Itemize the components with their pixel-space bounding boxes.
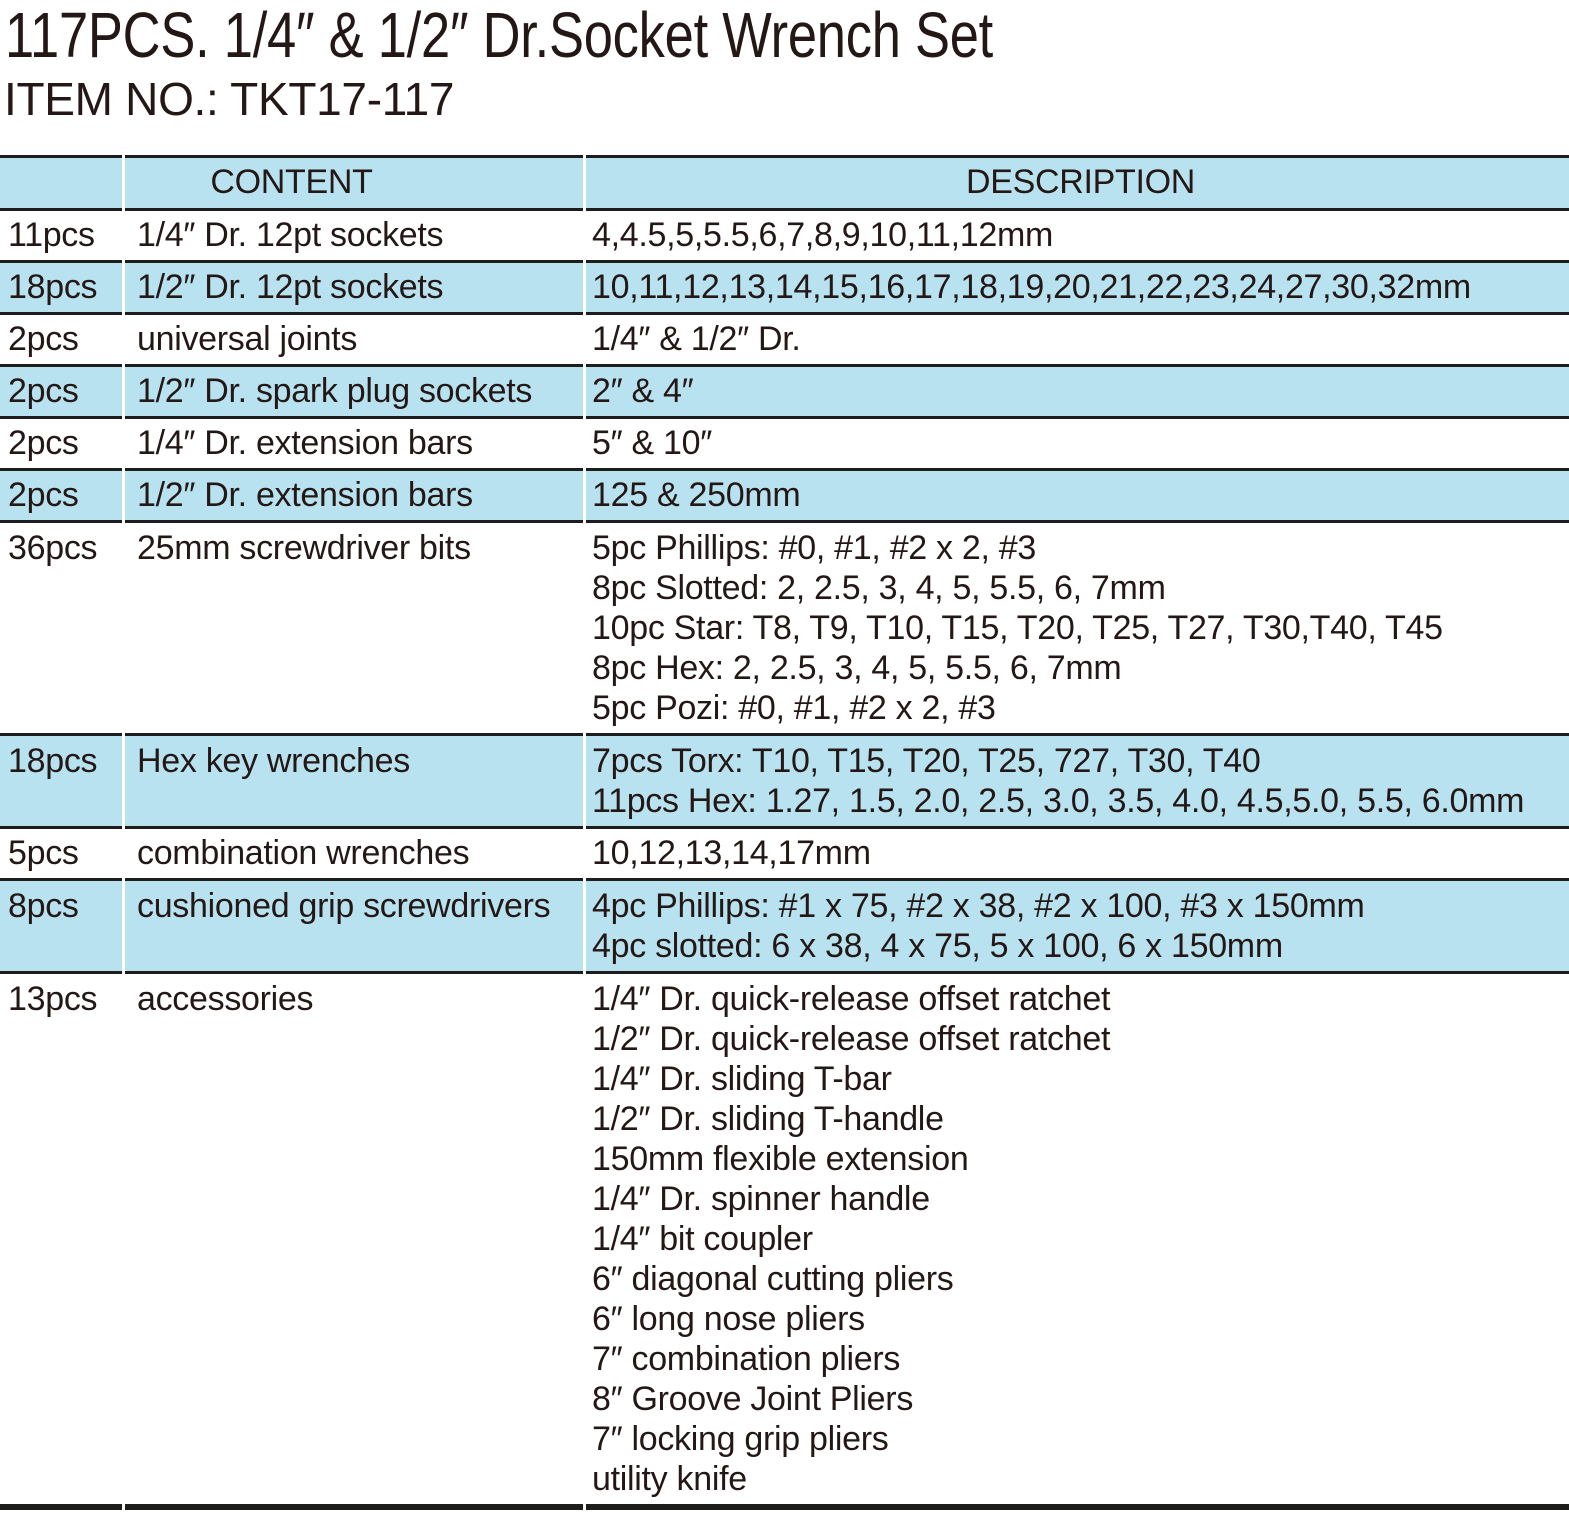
row-content: 1/2″ Dr. spark plug sockets — [125, 364, 583, 416]
bottom-border-segment — [125, 1504, 583, 1510]
description-line: 1/4″ bit coupler — [592, 1219, 813, 1258]
row-description — [586, 971, 1569, 1504]
row-qty: 11pcs — [0, 208, 122, 260]
table-bottom-border — [0, 1504, 1569, 1510]
table-row — [0, 520, 1569, 733]
row-qty: 5pcs — [0, 826, 122, 878]
row-description — [586, 468, 1569, 520]
table-row — [0, 971, 1569, 1504]
bottom-border-segment — [0, 1504, 122, 1510]
table-row — [0, 416, 1569, 468]
table-row — [0, 260, 1569, 312]
row-description — [586, 826, 1569, 878]
description-line: 10pc Star: T8, T9, T10, T15, T20, T25, T27, T30,T40, T45 — [592, 608, 1443, 647]
description-line: 1/2″ Dr. sliding T-handle — [592, 1099, 944, 1138]
row-qty: 2pcs — [0, 364, 122, 416]
row-qty: 2pcs — [0, 468, 122, 520]
description-line: utility knife — [592, 1459, 747, 1498]
table-row — [0, 468, 1569, 520]
row-description — [586, 312, 1569, 364]
row-content: combination wrenches — [125, 826, 583, 878]
description-line: 6″ long nose pliers — [592, 1299, 865, 1338]
row-description — [586, 520, 1569, 733]
row-content: Hex key wrenches — [125, 733, 583, 826]
column-header-content: CONTENT — [210, 163, 373, 202]
row-description — [586, 416, 1569, 468]
spec-table — [0, 155, 1569, 1510]
description-line: 125 & 250mm — [592, 476, 801, 515]
table-body — [0, 208, 1569, 1504]
description-line: 1/4″ Dr. sliding T-bar — [592, 1059, 892, 1098]
description-line: 1/4″ Dr. spinner handle — [592, 1179, 930, 1218]
page-title: 117PCS. 1/4″ & 1/2″ Dr.Socket Wrench Set — [5, 0, 994, 71]
table-row — [0, 878, 1569, 971]
row-content: 25mm screwdriver bits — [125, 520, 583, 733]
row-qty: 8pcs — [0, 878, 122, 971]
row-description — [586, 364, 1569, 416]
row-qty: 18pcs — [0, 733, 122, 826]
description-line: 7″ locking grip pliers — [592, 1419, 889, 1458]
description-line: 6″ diagonal cutting pliers — [592, 1259, 954, 1298]
table-row — [0, 312, 1569, 364]
table-row — [0, 733, 1569, 826]
bottom-border-segment — [586, 1504, 1569, 1510]
description-line: 7″ combination pliers — [592, 1339, 901, 1378]
description-line: 10,11,12,13,14,15,16,17,18,19,20,21,22,23,24,27,30,32mm — [592, 268, 1471, 307]
description-line: 4pc Phillips: #1 x 75, #2 x 38, #2 x 100, #3 x 150mm — [592, 886, 1365, 925]
table-row — [0, 208, 1569, 260]
row-content: accessories — [125, 971, 583, 1504]
description-line: 8″ Groove Joint Pliers — [592, 1379, 914, 1418]
row-content: 1/4″ Dr. 12pt sockets — [125, 208, 583, 260]
table-row — [0, 364, 1569, 416]
row-content: 1/2″ Dr. 12pt sockets — [125, 260, 583, 312]
description-line: 5″ & 10″ — [592, 424, 712, 463]
row-description — [586, 878, 1569, 971]
row-qty: 2pcs — [0, 312, 122, 364]
row-qty: 2pcs — [0, 416, 122, 468]
row-content: universal joints — [125, 312, 583, 364]
description-line: 5pc Phillips: #0, #1, #2 x 2, #3 — [592, 528, 1037, 567]
description-line: 10,12,13,14,17mm — [592, 834, 871, 873]
description-line: 2″ & 4″ — [592, 372, 694, 411]
row-qty: 36pcs — [0, 520, 122, 733]
column-header-description: DESCRIPTION — [586, 155, 1569, 208]
description-line: 1/4″ & 1/2″ Dr. — [592, 320, 801, 359]
item-number: ITEM NO.: TKT17-117 — [4, 73, 455, 126]
description-line: 8pc Slotted: 2, 2.5, 3, 4, 5, 5.5, 6, 7mm — [592, 568, 1166, 607]
row-qty: 18pcs — [0, 260, 122, 312]
description-line: 150mm flexible extension — [592, 1139, 969, 1178]
description-line: 1/2″ Dr. quick-release offset ratchet — [592, 1019, 1111, 1058]
row-content: 1/4″ Dr. extension bars — [125, 416, 583, 468]
description-line: 7pcs Torx: T10, T15, T20, T25, 727, T30, T40 — [592, 741, 1261, 780]
description-line: 4pc slotted: 6 x 38, 4 x 75, 5 x 100, 6 x 150mm — [592, 926, 1283, 965]
description-line: 11pcs Hex: 1.27, 1.5, 2.0, 2.5, 3.0, 3.5, 4.0, 4.5,5.0, 5.5, 6.0mm — [592, 781, 1525, 820]
table-row — [0, 826, 1569, 878]
row-content: cushioned grip screwdrivers — [125, 878, 583, 971]
row-qty: 13pcs — [0, 971, 122, 1504]
row-description — [586, 733, 1569, 826]
description-line: 4,4.5,5,5.5,6,7,8,9,10,11,12mm — [592, 216, 1054, 255]
row-description — [586, 260, 1569, 312]
table-header-row — [0, 155, 1569, 208]
row-description — [586, 208, 1569, 260]
description-line: 8pc Hex: 2, 2.5, 3, 4, 5, 5.5, 6, 7mm — [592, 648, 1122, 687]
description-line: 1/4″ Dr. quick-release offset ratchet — [592, 979, 1111, 1018]
description-line: 5pc Pozi: #0, #1, #2 x 2, #3 — [592, 688, 996, 727]
row-content: 1/2″ Dr. extension bars — [125, 468, 583, 520]
